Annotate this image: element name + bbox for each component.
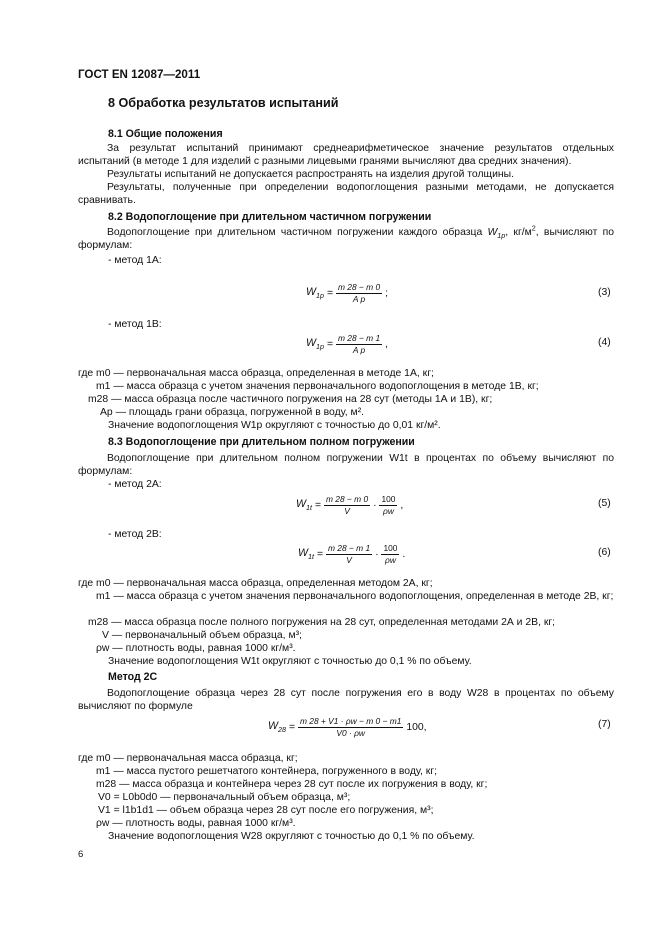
formula-3: $W_{1p}$ = $\frac{m 28 - m 0}{\text{A p}}$ ; [306, 282, 388, 304]
m2c-where-1: m1 — масса пустого решетчатого контейнера, погруженного в воду, кг; [96, 766, 438, 777]
section-8-3-title: 8.3 Водопоглощение при длительном полном погружении [108, 436, 415, 448]
s81-paragraph-3: Результаты, полученные при определении водопоглощения разными методами, не допускается сравнивать. [78, 182, 614, 206]
method-1a-label: - метод 1А: [108, 255, 162, 266]
m2c-where-2: m28 — масса образца и контейнера через 28 сут после их погружения в воду, кг; [96, 779, 488, 790]
formula-6: $W_{1t}$ = $\frac{m 28 - m 1}{V}$ · $\frac{100}{\rho w}$ . [298, 543, 406, 565]
formula-4-fraction: $\frac{m 28 - m 1}{\text{A p}}$ [337, 333, 381, 355]
formula-5: $W_{1t}$ = $\frac{m 28 - m 0}{V}$ · $\frac{100}{\rho w}$ , [296, 494, 404, 516]
m2c-where-5: ρw — плотность воды, равная 1000 кг/м³. [96, 818, 296, 829]
m2c-where-3: V0 = L0b0d0 — первоначальный объем образца, м³; [98, 792, 351, 803]
s83-where-3: V — первоначальный объем образца, м³; [102, 630, 302, 641]
formula-3-fraction: $\frac{m 28 - m 0}{\text{A p}}$ [337, 282, 381, 304]
s83-intro: Водопоглощение при длительном полном погружении W1t в процентах по объему вычисляют по формулам: [78, 453, 614, 477]
m2c-rounding: Значение водопоглощения W28 округляют с точностью до 0,1 % по объему. [108, 831, 475, 842]
m2c-where-0: где m0 — первоначальная масса образца, кг; [78, 753, 298, 764]
m2c-where-4: V1 = l1b1d1 — объем образца через 28 сут после его погружения, м³; [98, 805, 434, 816]
s83-where-4: ρw — плотность воды, равная 1000 кг/м³. [96, 643, 296, 654]
s82-where-2: m28 — масса образца после частичного погружения на 28 сут (методы 1А и 1В), кг; [88, 394, 493, 405]
s81-paragraph-2: Результаты испытаний не допускается распространять на изделия другой толщины. [107, 169, 514, 180]
equation-number-6: (6) [598, 547, 611, 558]
formula-6-fraction-1: $\frac{m 28 - m 1}{V}$ [327, 543, 371, 565]
section-8-1-title: 8.1 Общие положения [108, 128, 223, 140]
formula-5-fraction-2: $\frac{100}{\rho w}$ [381, 494, 396, 516]
section-8-2-title: 8.2 Водопоглощение при длительном частичном погружении [108, 211, 432, 223]
equation-number-4: (4) [598, 337, 611, 348]
method-2b-label: - метод 2В: [108, 529, 162, 540]
s83-where-2: m28 — масса образца после полного погружения на 28 сут, определенная методами 2А и 2В, кг; [88, 617, 556, 628]
s82-where-0: где m0 — первоначальная масса образца, определенная в методе 1А, кг; [78, 368, 434, 379]
equation-number-7: (7) [598, 719, 611, 730]
formula-4: $W_{1p}$ = $\frac{m 28 - m 1}{\text{A p}}$ , [306, 333, 388, 355]
formula-5-fraction-1: $\frac{m 28 - m 0}{V}$ [325, 494, 369, 516]
method-2a-label: - метод 2А: [108, 479, 162, 490]
s83-rounding: Значение водопоглощения W1t округляют с точностью до 0,1 % по объему. [108, 656, 472, 667]
method-2c-intro: Водопоглощение образца через 28 сут после погружения его в воду W28 в процентах по объему вычисляют по формуле [78, 688, 614, 712]
s82-intro: Водопоглощение при длительном частичном погружении каждого образца $W_{1p}$, $кг/м^2$, вычисляют по формулам: [78, 223, 614, 251]
equation-number-5: (5) [598, 498, 611, 509]
formula-7-fraction: $\frac{m 28 + V1 \cdot \rho w - m 0 - m1}{V0 \cdot \rho w}$ [299, 716, 402, 738]
s83-where-1: m1 — масса образца с учетом значения первоначального водопоглощения, определенная в методе 2В, кг; [96, 591, 614, 602]
s82-where-1: m1 — масса образца с учетом значения первоначального водопоглощения в методе 1В, кг; [96, 381, 539, 392]
s82-rounding: Значение водопоглощения W1p округляют с точностью до 0,01 кг/м². [108, 420, 441, 431]
equation-number-3: (3) [598, 287, 611, 298]
formula-6-fraction-2: $\frac{100}{\rho w}$ [383, 543, 398, 565]
method-1b-label: - метод 1В: [108, 319, 162, 330]
method-2c-title: Метод 2С [108, 671, 158, 683]
s83-where-0: где m0 — первоначальная масса образца, определенная методом 2А, кг; [78, 578, 433, 589]
s82-where-3: Ap — площадь грани образца, погруженной в воду, м². [100, 407, 365, 418]
page-number: 6 [78, 849, 84, 860]
section-8-title: 8 Обработка результатов испытаний [108, 96, 339, 110]
formula-7: $W_{28}$ = $\frac{m 28 + V1 \cdot \rho w - m 0 - m1}{V0 \cdot \rho w}$ 100, [268, 716, 427, 738]
s81-paragraph-1: За результат испытаний принимают среднеарифметическое значение результатов отдельных испытаний (в методе 1 для изделий с разными лицевыми гранями вычисляют два средних значения). [78, 143, 614, 167]
standard-header: ГОСТ EN 12087—2011 [78, 68, 201, 81]
